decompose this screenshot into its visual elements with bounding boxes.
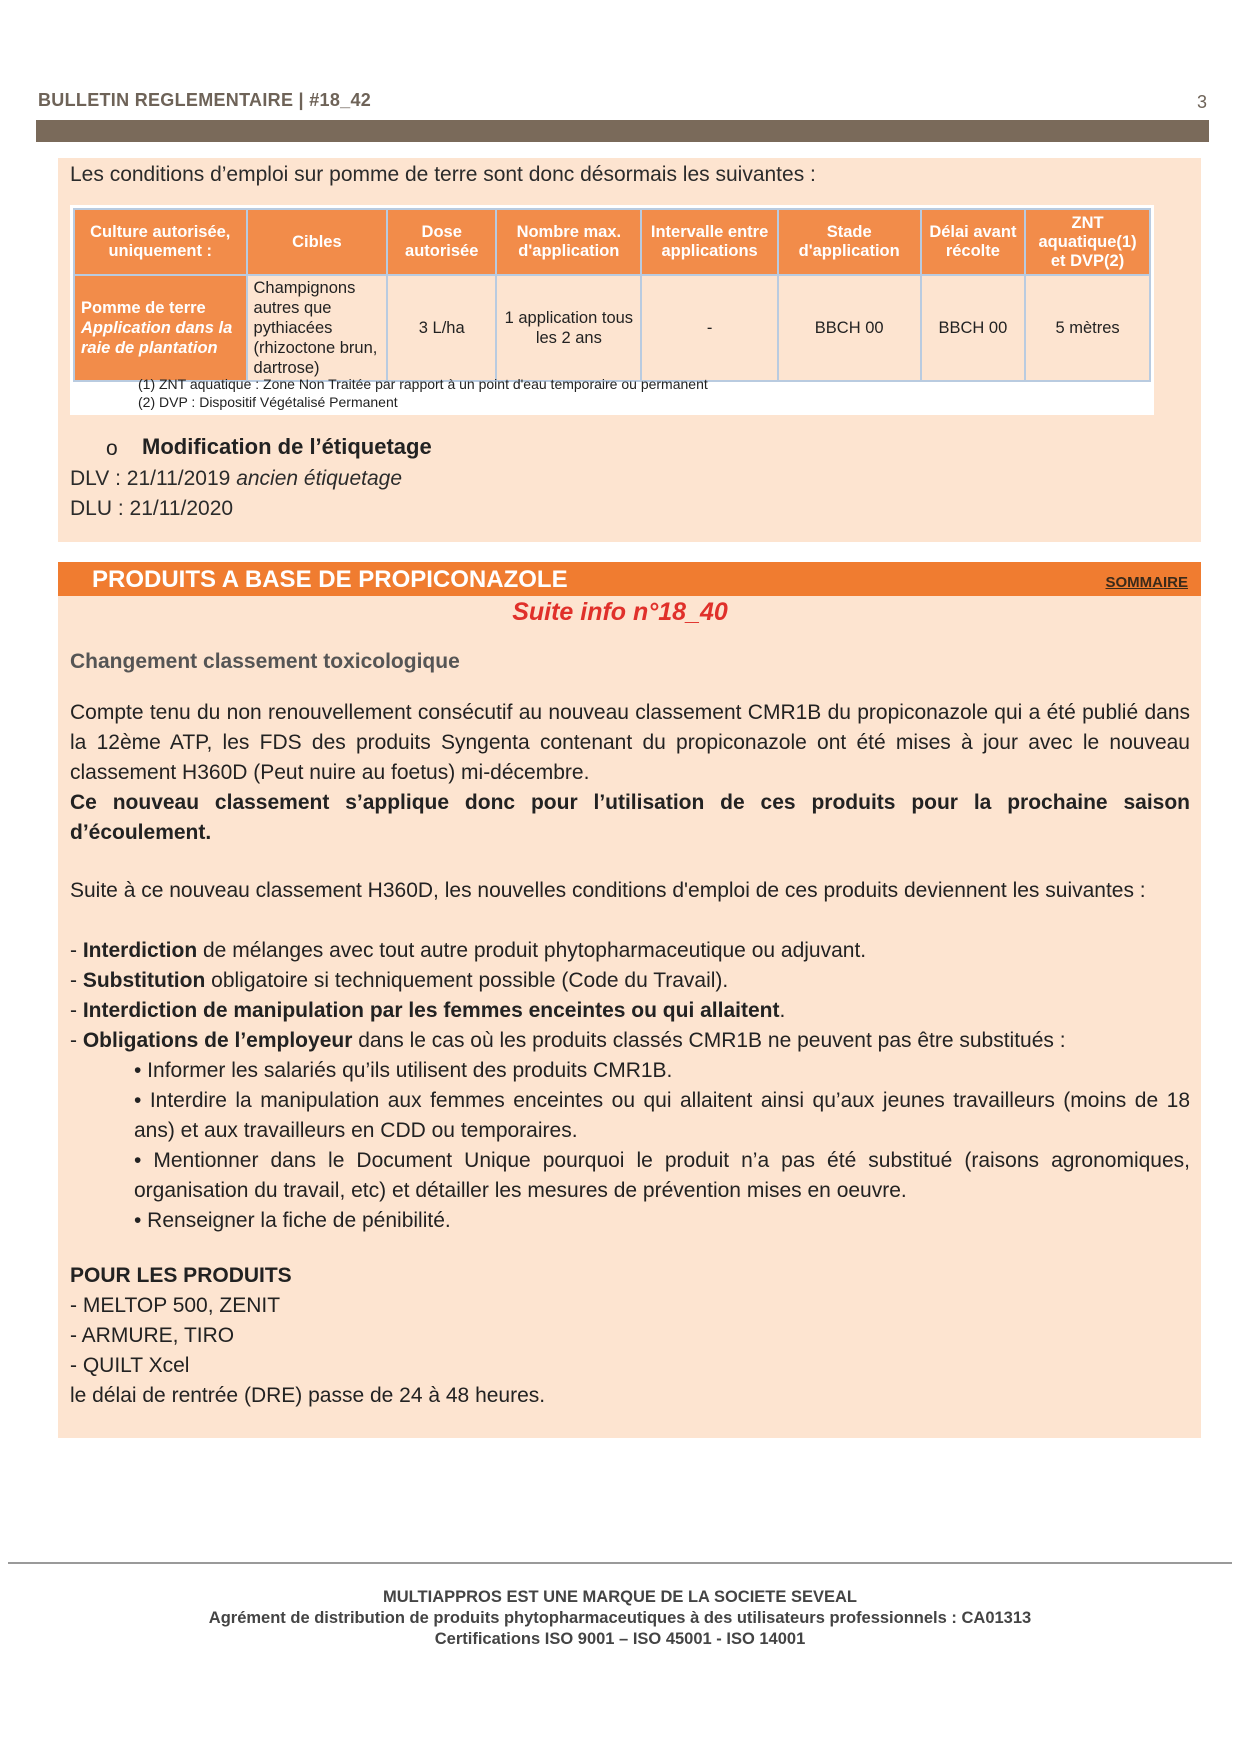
conclusion: le délai de rentrée (DRE) passe de 24 à 48 heures.: [70, 1384, 546, 1407]
list-item: [70, 936, 866, 966]
sub-list-item: • Interdire la manipulation aux femmes enceintes ou qui allaitent ainsi qu’aux jeunes travailleurs (moins de 18 ans) et aux travailleurs en CDD ou temporaires.: [134, 1089, 1190, 1142]
table-cell-nombre: 1 application tous les 2 ans: [496, 275, 641, 381]
footer-line-3: Certifications ISO 9001 – ISO 45001 - ISO 14001: [434, 1630, 806, 1648]
footer-divider: [8, 1562, 1232, 1564]
suite-info: Suite info n°18_40: [512, 598, 728, 626]
table-cell-cibles: Champignons autres que pythiacées (rhizoctone brun, dartrose): [247, 275, 388, 381]
table-header: Cibles: [247, 209, 388, 275]
list-item: [70, 1026, 1066, 1056]
item-prefix: -: [70, 1029, 83, 1052]
list-item: [70, 996, 785, 1026]
bulletin-title: BULLETIN REGLEMENTAIRE | #18_42: [38, 90, 372, 110]
conditions-table: [73, 208, 1151, 382]
table-cell-dose: 3 L/ha: [387, 275, 496, 381]
sub-list-item: • Mentionner dans le Document Unique pourquoi le produit n’a pas été substitué (raisons agronomiques, organisation du travail, etc) et détailler les mesures de prévention mises en oeuvre.: [134, 1149, 1190, 1202]
footer-line-2: Agrément de distribution de produits phytopharmaceutiques à des utilisateurs professionnels : CA01313: [208, 1609, 1032, 1627]
modification-title: Modification de l’étiquetage: [142, 434, 432, 459]
paragraph-1: Compte tenu du non renouvellement consécutif au nouveau classement CMR1B du propiconazole qui a été publié dans la 12ème ATP, les FDS des produits Syngenta contenant du propiconazole ont été mises à jour avec le nouveau classement H360D (Peut nuire au foetus) mi-décembre.: [70, 701, 1190, 784]
header-bar: [36, 120, 1209, 142]
item-bold: Interdiction: [82, 939, 198, 962]
table-footnote-1: (1) ZNT aquatique : Zone Non Traitée par rapport à un point d'eau temporaire ou permanent: [138, 376, 708, 392]
sub-list-item: • Informer les salariés qu’ils utilisent des produits CMR1B.: [134, 1059, 673, 1082]
table-cell-delai: BBCH 00: [921, 275, 1025, 381]
table-header: Stade d'application: [778, 209, 921, 275]
dlv-date: DLV : 21/11/2019: [70, 467, 231, 490]
table-header: ZNT aquatique(1) et DVP(2): [1025, 209, 1150, 275]
sub-list-item: • Renseigner la fiche de pénibilité.: [134, 1209, 451, 1232]
footer-line-1: MULTIAPPROS EST UNE MARQUE DE LA SOCIETE SEVEAL: [383, 1588, 857, 1606]
dlv-line: [70, 464, 402, 493]
table-cell-culture: [74, 275, 247, 381]
section-title: PRODUITS A BASE DE PROPICONAZOLE: [92, 566, 568, 593]
item-prefix: -: [70, 999, 83, 1022]
item-prefix: -: [70, 969, 83, 992]
conditions-intro: Les conditions d’emploi sur pomme de terre sont donc désormais les suivantes :: [70, 163, 816, 186]
item-bold: Substitution: [82, 969, 206, 992]
table-header: Délai avant récolte: [921, 209, 1025, 275]
table-cell-znt: 5 mètres: [1025, 275, 1150, 381]
page-number: 3: [1196, 92, 1207, 112]
sommaire-link[interactable]: SOMMAIRE: [1105, 574, 1188, 591]
circle-bullet: o: [106, 437, 118, 460]
item-rest: de mélanges avec tout autre produit phytopharmaceutique ou adjuvant.: [197, 939, 867, 962]
table-row: [74, 275, 1150, 381]
table-header: Nombre max. d'application: [496, 209, 641, 275]
item-rest: .: [779, 999, 786, 1022]
item-rest: obligatoire si techniquement possible (Code du Travail).: [205, 969, 729, 992]
table-cell-stade: BBCH 00: [778, 275, 921, 381]
product-item: - MELTOP 500, ZENIT: [70, 1294, 281, 1317]
culture-name: Pomme de terre: [81, 299, 206, 317]
table-header: Culture autorisée, uniquement :: [74, 209, 247, 275]
dlv-note: ancien étiquetage: [236, 467, 402, 490]
item-rest: dans le cas où les produits classés CMR1B ne peuvent pas être substitués :: [352, 1029, 1066, 1052]
list-item: [70, 966, 728, 996]
item-bold: Obligations de l’employeur: [82, 1029, 353, 1052]
item-prefix: -: [70, 939, 83, 962]
table-header-row: [74, 209, 1150, 275]
table-header: Dose autorisée: [387, 209, 496, 275]
table-header: Intervalle entre applications: [641, 209, 777, 275]
item-bold: Interdiction de manipulation par les femmes enceintes ou qui allaitent: [82, 999, 780, 1022]
table-cell-intervalle: -: [641, 275, 777, 381]
section-subtitle: Changement classement toxicologique: [70, 650, 460, 673]
dlu-line: DLU : 21/11/2020: [70, 497, 234, 520]
products-title: POUR LES PRODUITS: [70, 1264, 292, 1287]
paragraph-2: Suite à ce nouveau classement H360D, les nouvelles conditions d'emploi de ces produits deviennent les suivantes :: [70, 879, 1146, 902]
paragraph-1-bold: Ce nouveau classement s’applique donc pour l’utilisation de ces produits pour la prochaine saison d’écoulement.: [70, 791, 1190, 844]
culture-detail: Application dans la raie de plantation: [81, 319, 233, 357]
table-footnote-2: (2) DVP : Dispositif Végétalisé Permanent: [138, 394, 398, 410]
product-item: - ARMURE, TIRO: [70, 1324, 235, 1347]
product-item: - QUILT Xcel: [70, 1354, 190, 1377]
